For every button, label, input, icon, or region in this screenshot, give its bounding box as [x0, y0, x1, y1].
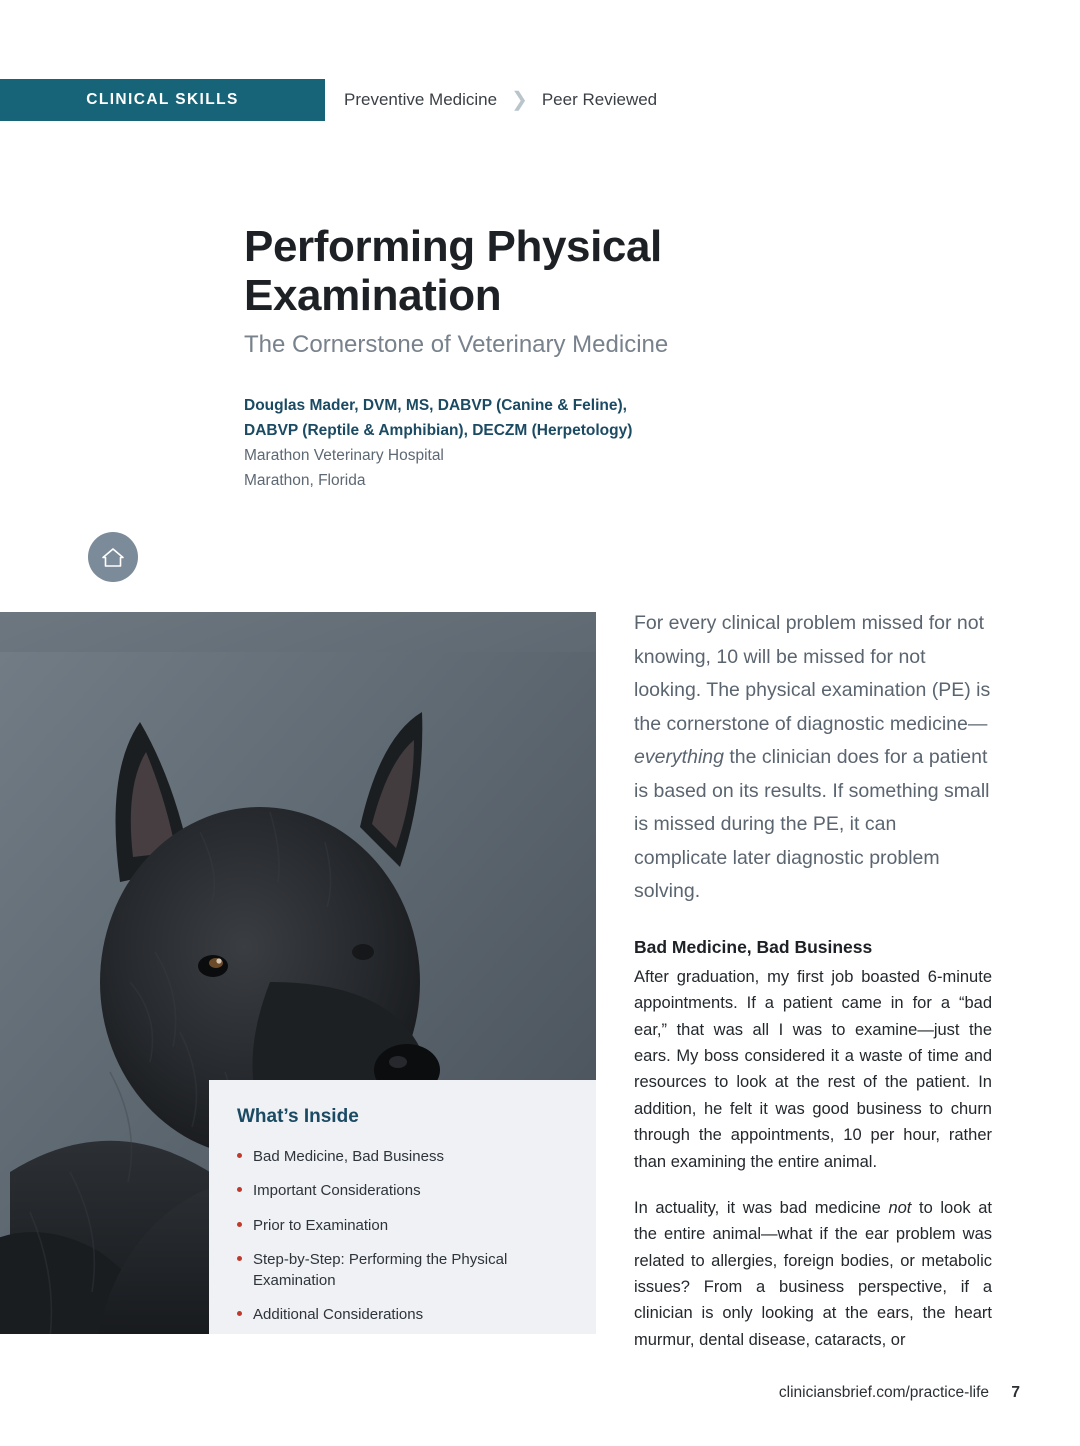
- list-item[interactable]: Important Considerations: [237, 1180, 568, 1201]
- page-subtitle: The Cornerstone of Veterinary Medicine: [244, 330, 669, 358]
- author-name-line-1: Douglas Mader, DVM, MS, DABVP (Canine & Feline),: [244, 396, 627, 414]
- title-block: [244, 222, 764, 493]
- chevron-right-icon: ❯: [511, 89, 528, 111]
- paragraph-2-text-2: to look at the entire animal—what if the ear problem was related to allergies, foreign bodies, or metabolic issues? From a business perspective, if a clinician is only looking at the ears, the heart murmur, dental disease, cataracts, or: [634, 1198, 993, 1349]
- author-affiliation: Marathon Veterinary Hospital: [244, 446, 444, 464]
- lede-text-2: the clinician does for a patient is based on its results. If something small is missed during the PE, it can complicate later diagnostic problem solving.: [634, 746, 990, 903]
- paragraph-2-text-1: In actuality, it was bad medicine: [634, 1198, 889, 1217]
- article-paragraph-1: After graduation, my first job boasted 6-minute appointments. If a patient came in for a “bad ear,” that was all I was to examine—just the ears. My boss considered it a waste of time and resources to look at the rest of the patient. In addition, he felt it was good business to churn through the appointments, 10 per hour, rather than examining the entire animal.: [634, 967, 992, 1171]
- home-icon[interactable]: [88, 532, 138, 582]
- lede-emphasis: everything: [634, 746, 724, 769]
- article-column: [634, 607, 992, 1373]
- category-label: CLINICAL SKILLS: [86, 91, 239, 108]
- breadcrumb: [344, 79, 657, 121]
- section-heading: Bad Medicine, Bad Business: [634, 936, 873, 957]
- article-lede: [634, 607, 992, 909]
- list-item[interactable]: Additional Considerations: [237, 1304, 568, 1325]
- whats-inside-list: [237, 1146, 568, 1326]
- breadcrumb-item-peer-reviewed: Peer Reviewed: [541, 90, 658, 109]
- list-item[interactable]: Bad Medicine, Bad Business: [237, 1146, 568, 1167]
- list-item[interactable]: Step-by-Step: Performing the Physical Examination: [237, 1249, 568, 1292]
- author-location: Marathon, Florida: [244, 471, 366, 489]
- page-number: 7: [1011, 1384, 1020, 1401]
- page-footer: [0, 1384, 1080, 1402]
- article-paragraph-2: [634, 1195, 992, 1353]
- author-name-line-2: DABVP (Reptile & Amphibian), DECZM (Herpetology): [244, 421, 633, 439]
- paragraph-2-emphasis: not: [888, 1198, 912, 1217]
- footer-url[interactable]: cliniciansbrief.com/practice-life: [778, 1384, 990, 1401]
- author-block: [244, 393, 764, 493]
- breadcrumb-item-preventive-medicine: Preventive Medicine: [344, 90, 498, 109]
- category-banner: [0, 79, 325, 121]
- lede-text-1: For every clinical problem missed for not knowing, 10 will be missed for not looking. The physical examination (PE) is the cornerstone of diagnostic medicine—: [634, 612, 991, 735]
- whats-inside-box: [209, 1080, 596, 1334]
- page-title: Performing Physical Examination: [244, 222, 662, 321]
- list-item[interactable]: Prior to Examination: [237, 1215, 568, 1236]
- whats-inside-title: What’s Inside: [237, 1106, 359, 1127]
